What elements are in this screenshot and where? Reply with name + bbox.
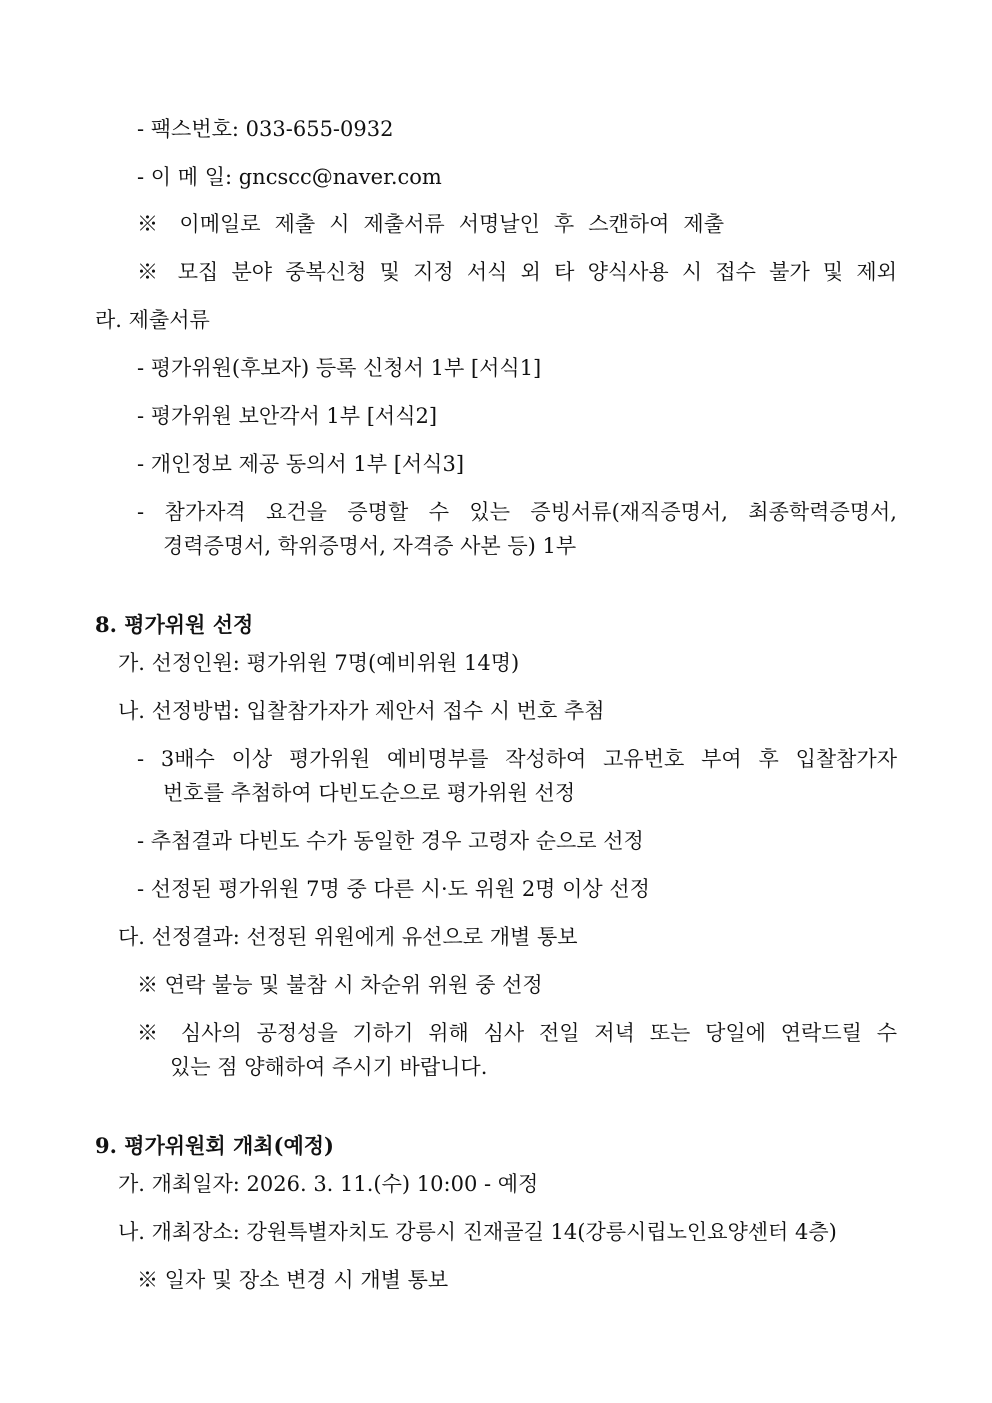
document-item-3: - 개인정보 제공 동의서 1부 [서식3] — [137, 452, 465, 476]
documents-heading: 라. 제출서류 — [95, 308, 210, 332]
section-8-item-b2: - 추첨결과 다빈도 수가 동일한 경우 고령자 순으로 선정 — [137, 829, 644, 853]
section-8-item-a: 가. 선정인원: 평가위원 7명(예비위원 14명) — [118, 651, 520, 675]
section-9-title: 9. 평가위원회 개최(예정) — [95, 1133, 334, 1158]
section-8-item-b: 나. 선정방법: 입찰참가자가 제안서 접수 시 번호 추첨 — [118, 699, 605, 723]
note-duplicate-application: ※ 모집 분야 중복신청 및 지정 서식 외 타 양식사용 시 접수 불가 및 제외 — [137, 260, 897, 284]
section-9-item-a: 가. 개최일자: 2026. 3. 11.(수) 10:00 - 예정 — [118, 1172, 539, 1196]
document-item-1: - 평가위원(후보자) 등록 신청서 1부 [서식1] — [137, 356, 542, 380]
section-8-note-2-line1: ※ 심사의 공정성을 기하기 위해 심사 전일 저녁 또는 당일에 연락드릴 수 — [137, 1021, 897, 1045]
section-9-item-b: 나. 개최장소: 강원특별자치도 강릉시 진재골길 14(강릉시립노인요양센터 4층) — [118, 1220, 837, 1244]
fax-number: - 팩스번호: 033-655-0932 — [137, 117, 394, 141]
document-item-4-line1: - 참가자격 요건을 증명할 수 있는 증빙서류(재직증명서, 최종학력증명서, — [137, 500, 897, 524]
section-8-item-b3: - 선정된 평가위원 7명 중 다른 시·도 위원 2명 이상 선정 — [137, 877, 650, 901]
section-8-item-b1-line2: 번호를 추첨하여 다빈도순으로 평가위원 선정 — [163, 781, 576, 805]
note-email-submission: ※ 이메일로 제출 시 제출서류 서명날인 후 스캔하여 제출 — [137, 212, 724, 236]
email-address: - 이 메 일: gncscc@naver.com — [137, 165, 442, 189]
document-item-2: - 평가위원 보안각서 1부 [서식2] — [137, 404, 438, 428]
section-8-item-c: 다. 선정결과: 선정된 위원에게 유선으로 개별 통보 — [118, 925, 578, 949]
section-9-note: ※ 일자 및 장소 변경 시 개별 통보 — [137, 1268, 449, 1292]
section-8-note-2-line2: 있는 점 양해하여 주시기 바랍니다. — [170, 1055, 488, 1079]
document-item-4-line2: 경력증명서, 학위증명서, 자격증 사본 등) 1부 — [163, 534, 577, 558]
section-8-note-1: ※ 연락 불능 및 불참 시 차순위 위원 중 선정 — [137, 973, 543, 997]
section-8-item-b1-line1: - 3배수 이상 평가위원 예비명부를 작성하여 고유번호 부여 후 입찰참가자 — [137, 747, 897, 771]
section-8-title: 8. 평가위원 선정 — [95, 612, 254, 637]
